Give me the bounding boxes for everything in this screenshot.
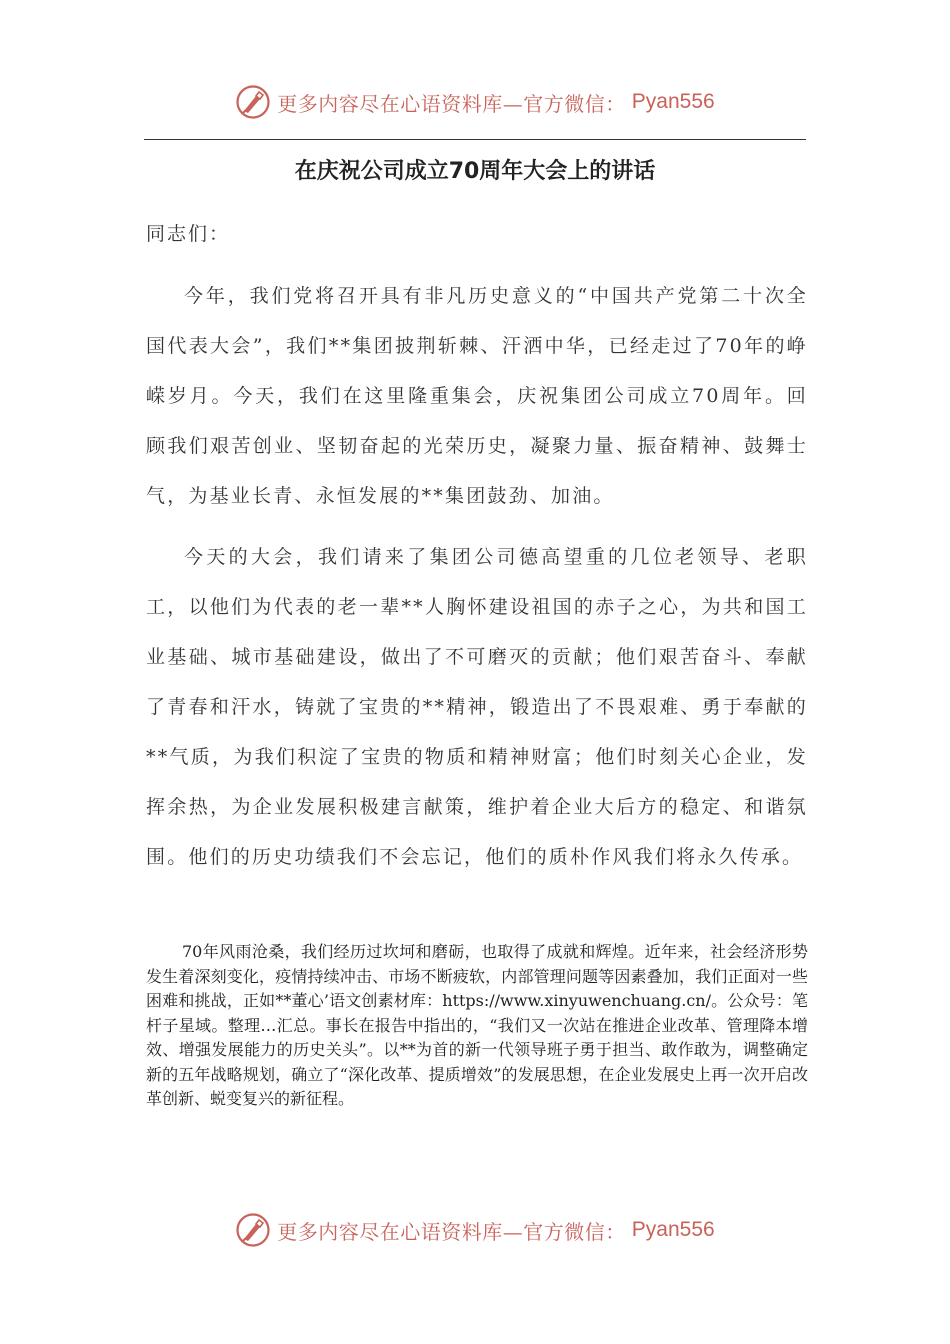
pen-nib-logo-icon (235, 1212, 271, 1248)
header-divider (144, 139, 806, 140)
salutation: 同志们： (146, 223, 231, 245)
paragraph-3: 70年风雨沧桑，我们经历过坎坷和磨砺，也取得了成就和辉煌。近年来，社会经济形势发生着深刻变化，疫情持续冲击、市场不断疲软，内部管理问题等因素叠加，我们正面对一些困难和挑战，正如**董心’语文创素材库：https://www.xinyuwenchuang.cn/。公众号：笔杆子星域。整理…汇总。事长在报告中指出的，“我们又一次站在推进企业改革、管理降本增效、增强发展能力的历史关头”。以**为首的新一代领导班子勇于担当、敢作敢为，调整确定新的五年战略规划，确立了“深化改革、提质增效”的发展思想，在企业发展史上再一次开启改革创新、蜕变复兴的新征程。 (146, 942, 808, 1108)
wechat-handle: Pyan556 (631, 90, 715, 113)
footer-banner (0, 1210, 950, 1250)
paragraph-2: 今天的大会，我们请来了集团公司德高望重的几位老领导、老职工，以他们为代表的老一辈**人胸怀建设祖国的赤子之心，为共和国工业基础、城市基础建设，做出了不可磨灭的贡献；他们艰苦奋斗、奉献了青春和汗水，铸就了宝贵的**精神，锻造出了不畏艰难、勇于奉献的**气质，为我们积淀了宝贵的物质和精神财富；他们时刻关心企业，发挥余热，为企业发展积极建言献策，维护着企业大后方的稳定、和谐氛围。他们的历史功绩我们不会忘记，他们的质朴作风我们将永久传承。 (146, 546, 808, 868)
paragraph-1: 今年，我们党将召开具有非凡历史意义的“中国共产党第二十次全国代表大会”，我们**集团披荆斩棘、汗洒中华，已经走过了70年的峥嵘岁月。今天，我们在这里隆重集会，庆祝集团公司成立70周年。回顾我们艰苦创业、坚韧奋起的光荣历史，凝聚力量、振奋精神、鼓舞士气，为基业长青、永恒发展的**集团鼓劲、加油。 (146, 285, 808, 507)
banner-text: 更多内容尽在心语资料库—官方微信： (277, 1219, 626, 1244)
header-banner (0, 82, 950, 122)
wechat-handle: Pyan556 (631, 1218, 715, 1241)
document-title: 在庆祝公司成立70周年大会上的讲话 (294, 159, 656, 184)
pen-nib-logo-icon (235, 84, 271, 120)
banner-text: 更多内容尽在心语资料库—官方微信： (277, 91, 626, 116)
